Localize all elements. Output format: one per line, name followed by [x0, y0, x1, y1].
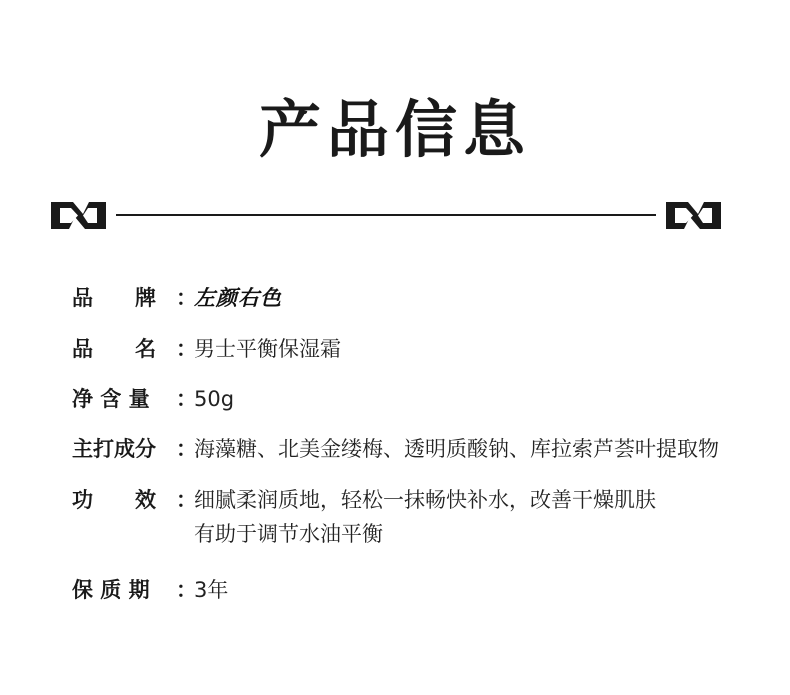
row-label: 净 含 量 [72, 387, 150, 411]
row-colon: ： [176, 437, 197, 461]
row-colon: ： [176, 578, 197, 602]
row-label: 保 质 期 [72, 578, 150, 602]
row-value: 细腻柔润质地，轻松一抹畅快补水，改善干燥肌肤 [194, 488, 656, 512]
row-value: 3年 [194, 578, 229, 602]
brand-logo-mark-icon [666, 202, 721, 229]
row-label: 功 效 [72, 488, 156, 512]
row-value: 50g [194, 387, 235, 411]
row-colon: ： [176, 337, 197, 361]
brand-logo-text: 左颜右色 [194, 286, 282, 310]
divider-line [116, 214, 656, 216]
row-value: 海藻糖、北美金缕梅、透明质酸钠、库拉索芦荟叶提取物 [194, 437, 719, 461]
row-value: 男士平衡保湿霜 [194, 337, 341, 361]
row-colon: ： [176, 387, 197, 411]
row-colon: ： [176, 488, 197, 512]
row-label: 品 牌 [72, 286, 156, 310]
row-label: 品 名 [72, 337, 156, 361]
row-value-line2: 有助于调节水油平衡 [194, 522, 383, 546]
row-label: 主打成分 [72, 437, 156, 461]
page-title: 产品信息 [258, 93, 531, 166]
brand-logo-mark-icon [51, 202, 106, 229]
row-colon: ： [176, 286, 197, 310]
